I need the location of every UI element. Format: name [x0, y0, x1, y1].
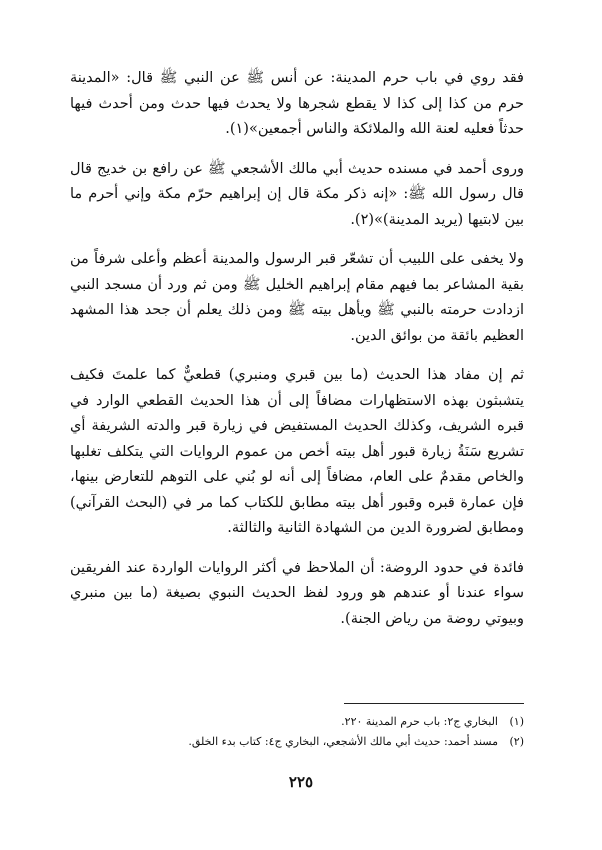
footnote-divider — [344, 703, 524, 704]
page-number: ٢٢٥ — [288, 773, 314, 791]
main-text — [70, 66, 524, 646]
footnote-number: (٢) — [509, 735, 524, 748]
paragraph: فقد روي في باب حرم المدينة: عن أنس ﷺ عن النبي ﷺ قال: «المدينة حرم من كذا إلى كذا لا يقطع شجرها ولا يحدث فيها حدث ومن أحدث فيها حدثاً فعليه لعنة الله والملائكة والناس أجمعين»(١). — [70, 70, 524, 137]
footnotes — [70, 703, 524, 752]
footnote — [70, 732, 524, 752]
footnote — [70, 712, 524, 732]
paragraph: ثم إن مفاد هذا الحديث (ما بين قبري ومنبري) قطعيٌّ كما علمتَ فكيف يتشبثون بهذه الاستظهارات مضافاً إلى أن هذا الحديث القطعي الوارد في قبره الشريف، وكذلك الحديث المستفيض في زيارة قبر والدته الشريفة أي تشريع سَنَةُ زيارة قبور أهل بيته أخص من عموم الروايات التي يتكلف تغلبها والخاص مقدمٌ على العام، مضافاً إلى أنه لو بُني على التوهم للتعارض بينها، فإن عمارة قبره وقبور أهل بيته مطابق للكتاب كما مر في (البحث القرآني) ومطابق لضرورة الدين من الشهادة الثانية والثالثة. — [70, 367, 524, 536]
paragraph: وروى أحمد في مسنده حديث أبي مالك الأشجعي ﷺ عن رافع بن خديج قال قال رسول الله ﷺ: «إنه ذكر مكة قال إن إبراهيم حرّم مكة وإني أحرم ما بين لابتيها (يريد المدينة)»(٢). — [70, 160, 524, 228]
paragraph: فائدة في حدود الروضة: أن الملاحظ في أكثر الروايات الواردة عند الفريقين سواء عندنا أو عندهم هو ورود لفظ الحديث النبوي بصيغة (ما بين منبري وبيوتي روضة من رياض الجنة). — [70, 559, 524, 627]
paragraph: ولا يخفى على اللبيب أن تشعّر قبر الرسول والمدينة أعظم وأعلى شرفاً من بقية المشاعر بما فيهم مقام إبراهيم الخليل ﷺ ومن ثم ورد أن مسجد النبي ازدادت حرمته بالنبي ﷺ ويأهل بيته ﷺ ومن ذلك يعلم أن جحد هذا المشهد العظيم بائقة من بوائق الدين. — [70, 251, 524, 344]
footnote-text: البخاري ج٢: باب حرم المدينة ٢٢٠. — [341, 715, 498, 728]
footnote-number: (١) — [509, 715, 524, 728]
footnote-text: مسند أحمد: حديث أبي مالك الأشجعي، البخاري ج٤: كتاب بدء الخلق. — [188, 735, 498, 748]
